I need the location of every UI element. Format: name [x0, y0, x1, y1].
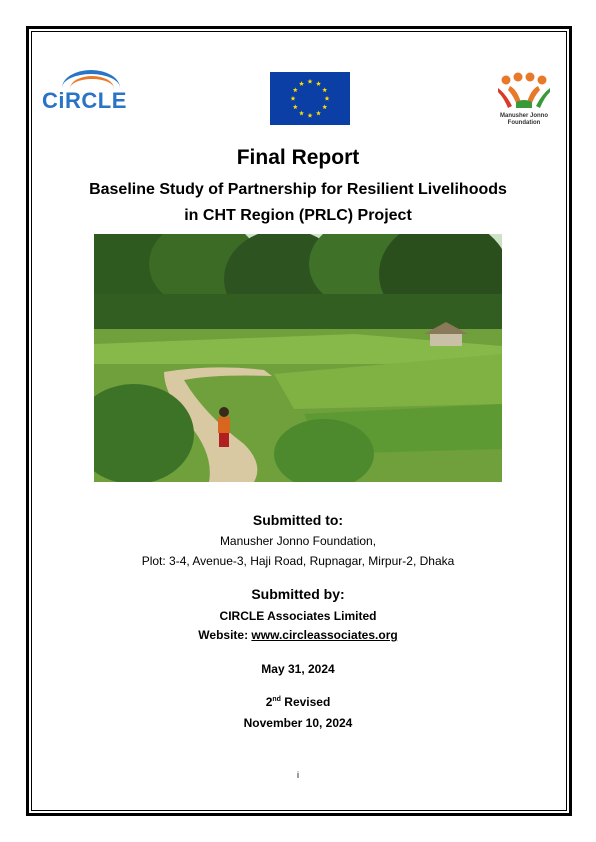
submitted-by-org: CIRCLE Associates Limited — [219, 609, 377, 623]
report-subtitle-line2: in CHT Region (PRLC) Project — [184, 207, 412, 224]
circle-logo-text: CiRCLE — [42, 88, 127, 113]
report-subtitle-line1: Baseline Study of Partnership for Resilient Livelihoods — [89, 181, 507, 198]
eu-flag-svg — [270, 72, 350, 125]
mjf-figures-icon — [496, 72, 552, 110]
mjf-logo — [492, 72, 556, 128]
submitted-to-org: Manusher Jonno Foundation, — [219, 534, 377, 548]
cover-photo — [94, 234, 502, 482]
revised-label — [0, 695, 596, 709]
eu-flag-icon — [270, 72, 350, 125]
revised-word: Revised — [280, 695, 331, 709]
mjf-logo-line2: Foundation — [507, 120, 541, 126]
submitted-to-heading: Submitted to: — [252, 512, 344, 528]
submitted-by-heading: Submitted by: — [251, 586, 345, 602]
revised-number: 2 — [265, 695, 273, 709]
report-title: Final Report — [236, 146, 360, 169]
mjf-logo-line1: Manusher Jonno — [499, 113, 548, 119]
circle-logo — [42, 68, 134, 118]
submitted-to-address: Plot: 3-4, Avenue-3, Haji Road, Rupnagar, Mirpur-2, Dhaka — [141, 554, 455, 568]
landscape-illustration — [94, 234, 502, 482]
revised-date: November 10, 2024 — [243, 716, 353, 730]
website-link[interactable]: www.circleassociates.org — [251, 628, 398, 642]
report-date: May 31, 2024 — [261, 662, 335, 676]
website-line — [0, 628, 596, 642]
page-number: i — [297, 770, 299, 780]
website-label: Website: — [198, 628, 252, 642]
revised-suffix: nd — [272, 696, 281, 703]
